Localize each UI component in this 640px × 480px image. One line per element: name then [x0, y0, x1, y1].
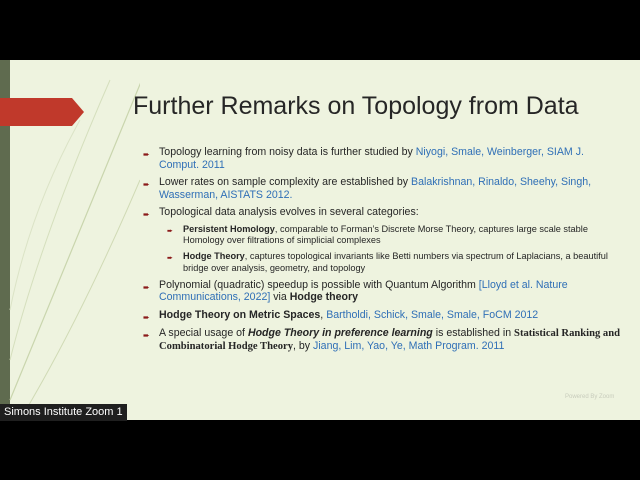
bullet-text: Hodge Theory — [183, 251, 245, 262]
watermark: Powered By Zoom — [565, 394, 615, 400]
bullet-text: , comparable to Forman’s Discrete Morse Theory, captures large scale stable Homology over filtrations of simplicial complexes — [183, 223, 588, 246]
citation-link[interactable]: [Lloyd et al. Nature Communications, 2022] — [159, 278, 568, 304]
bullet-arrow-icon: ➨ — [143, 180, 150, 190]
bullet-item — [143, 206, 623, 219]
bullet-text: Hodge Theory on Metric Spaces — [159, 308, 321, 321]
citation-link[interactable]: Balakrishnan, Rinaldo, Sheehy, Singh, Wasserman, AISTATS 2012. — [159, 176, 592, 201]
bullet-text: Persistent Homology — [183, 223, 275, 234]
citation-link[interactable]: Bartholdi, Schick, Smale, Smale, FoCM 2012 — [326, 308, 539, 321]
bullet-text: Statistical Ranking and Combinatorial Hodge Theory — [159, 327, 621, 353]
bullet-text: is established in — [432, 326, 515, 339]
bullet-text: Lower rates on sample complexity are established by — [159, 176, 412, 189]
bullet-item — [143, 309, 623, 322]
citation-link[interactable]: Jiang, Lim, Yao, Ye, Math Program. 2011 — [313, 340, 505, 353]
bullet-arrow-icon: ➨ — [143, 282, 150, 292]
bullet-text: Topology learning from noisy data is further studied by — [159, 146, 416, 158]
bullet-item — [143, 146, 623, 171]
slide-title: Further Remarks on Topology from Data — [133, 92, 579, 120]
bullet-arrow-icon: ➨ — [167, 227, 173, 235]
bullet-text: , captures topological invariants like Betti numbers via spectrum of Laplacians, a beautiful bridge over analysis, geometry, and topology — [183, 251, 608, 273]
bullet-arrow-icon: ➨ — [167, 255, 173, 263]
bullet-text: Hodge Theory in preference learning — [247, 326, 433, 339]
bullet-list — [143, 146, 623, 359]
bullet-text: , by — [293, 340, 314, 353]
bullet-arrow-icon: ➨ — [143, 312, 150, 322]
bullet-item — [143, 176, 623, 201]
sub-bullet-item — [167, 224, 623, 246]
bullet-text: Polynomial (quadratic) speedup is possible with Quantum Algorithm — [159, 278, 479, 291]
bullet-text: via — [270, 291, 290, 304]
bullet-item — [143, 279, 623, 304]
bullet-arrow-icon: ➨ — [143, 210, 150, 220]
citation-link[interactable]: Niyogi, Smale, Weinberger, SIAM J. Comput. 2011 — [159, 146, 584, 171]
bullet-item — [143, 327, 623, 354]
sub-bullet-item — [167, 251, 623, 273]
bullet-text: A special usage of — [159, 326, 248, 339]
bullet-arrow-icon: ➨ — [143, 330, 150, 340]
bullet-text: Topological data analysis evolves in several categories: — [159, 206, 419, 219]
bullet-arrow-icon: ➨ — [143, 150, 150, 159]
bullet-text: , — [320, 308, 327, 321]
title-arrow-icon — [0, 98, 86, 126]
slide — [0, 60, 640, 420]
bullet-text: Hodge theory — [289, 291, 359, 304]
participant-name-label: Simons Institute Zoom 1 — [0, 404, 127, 421]
